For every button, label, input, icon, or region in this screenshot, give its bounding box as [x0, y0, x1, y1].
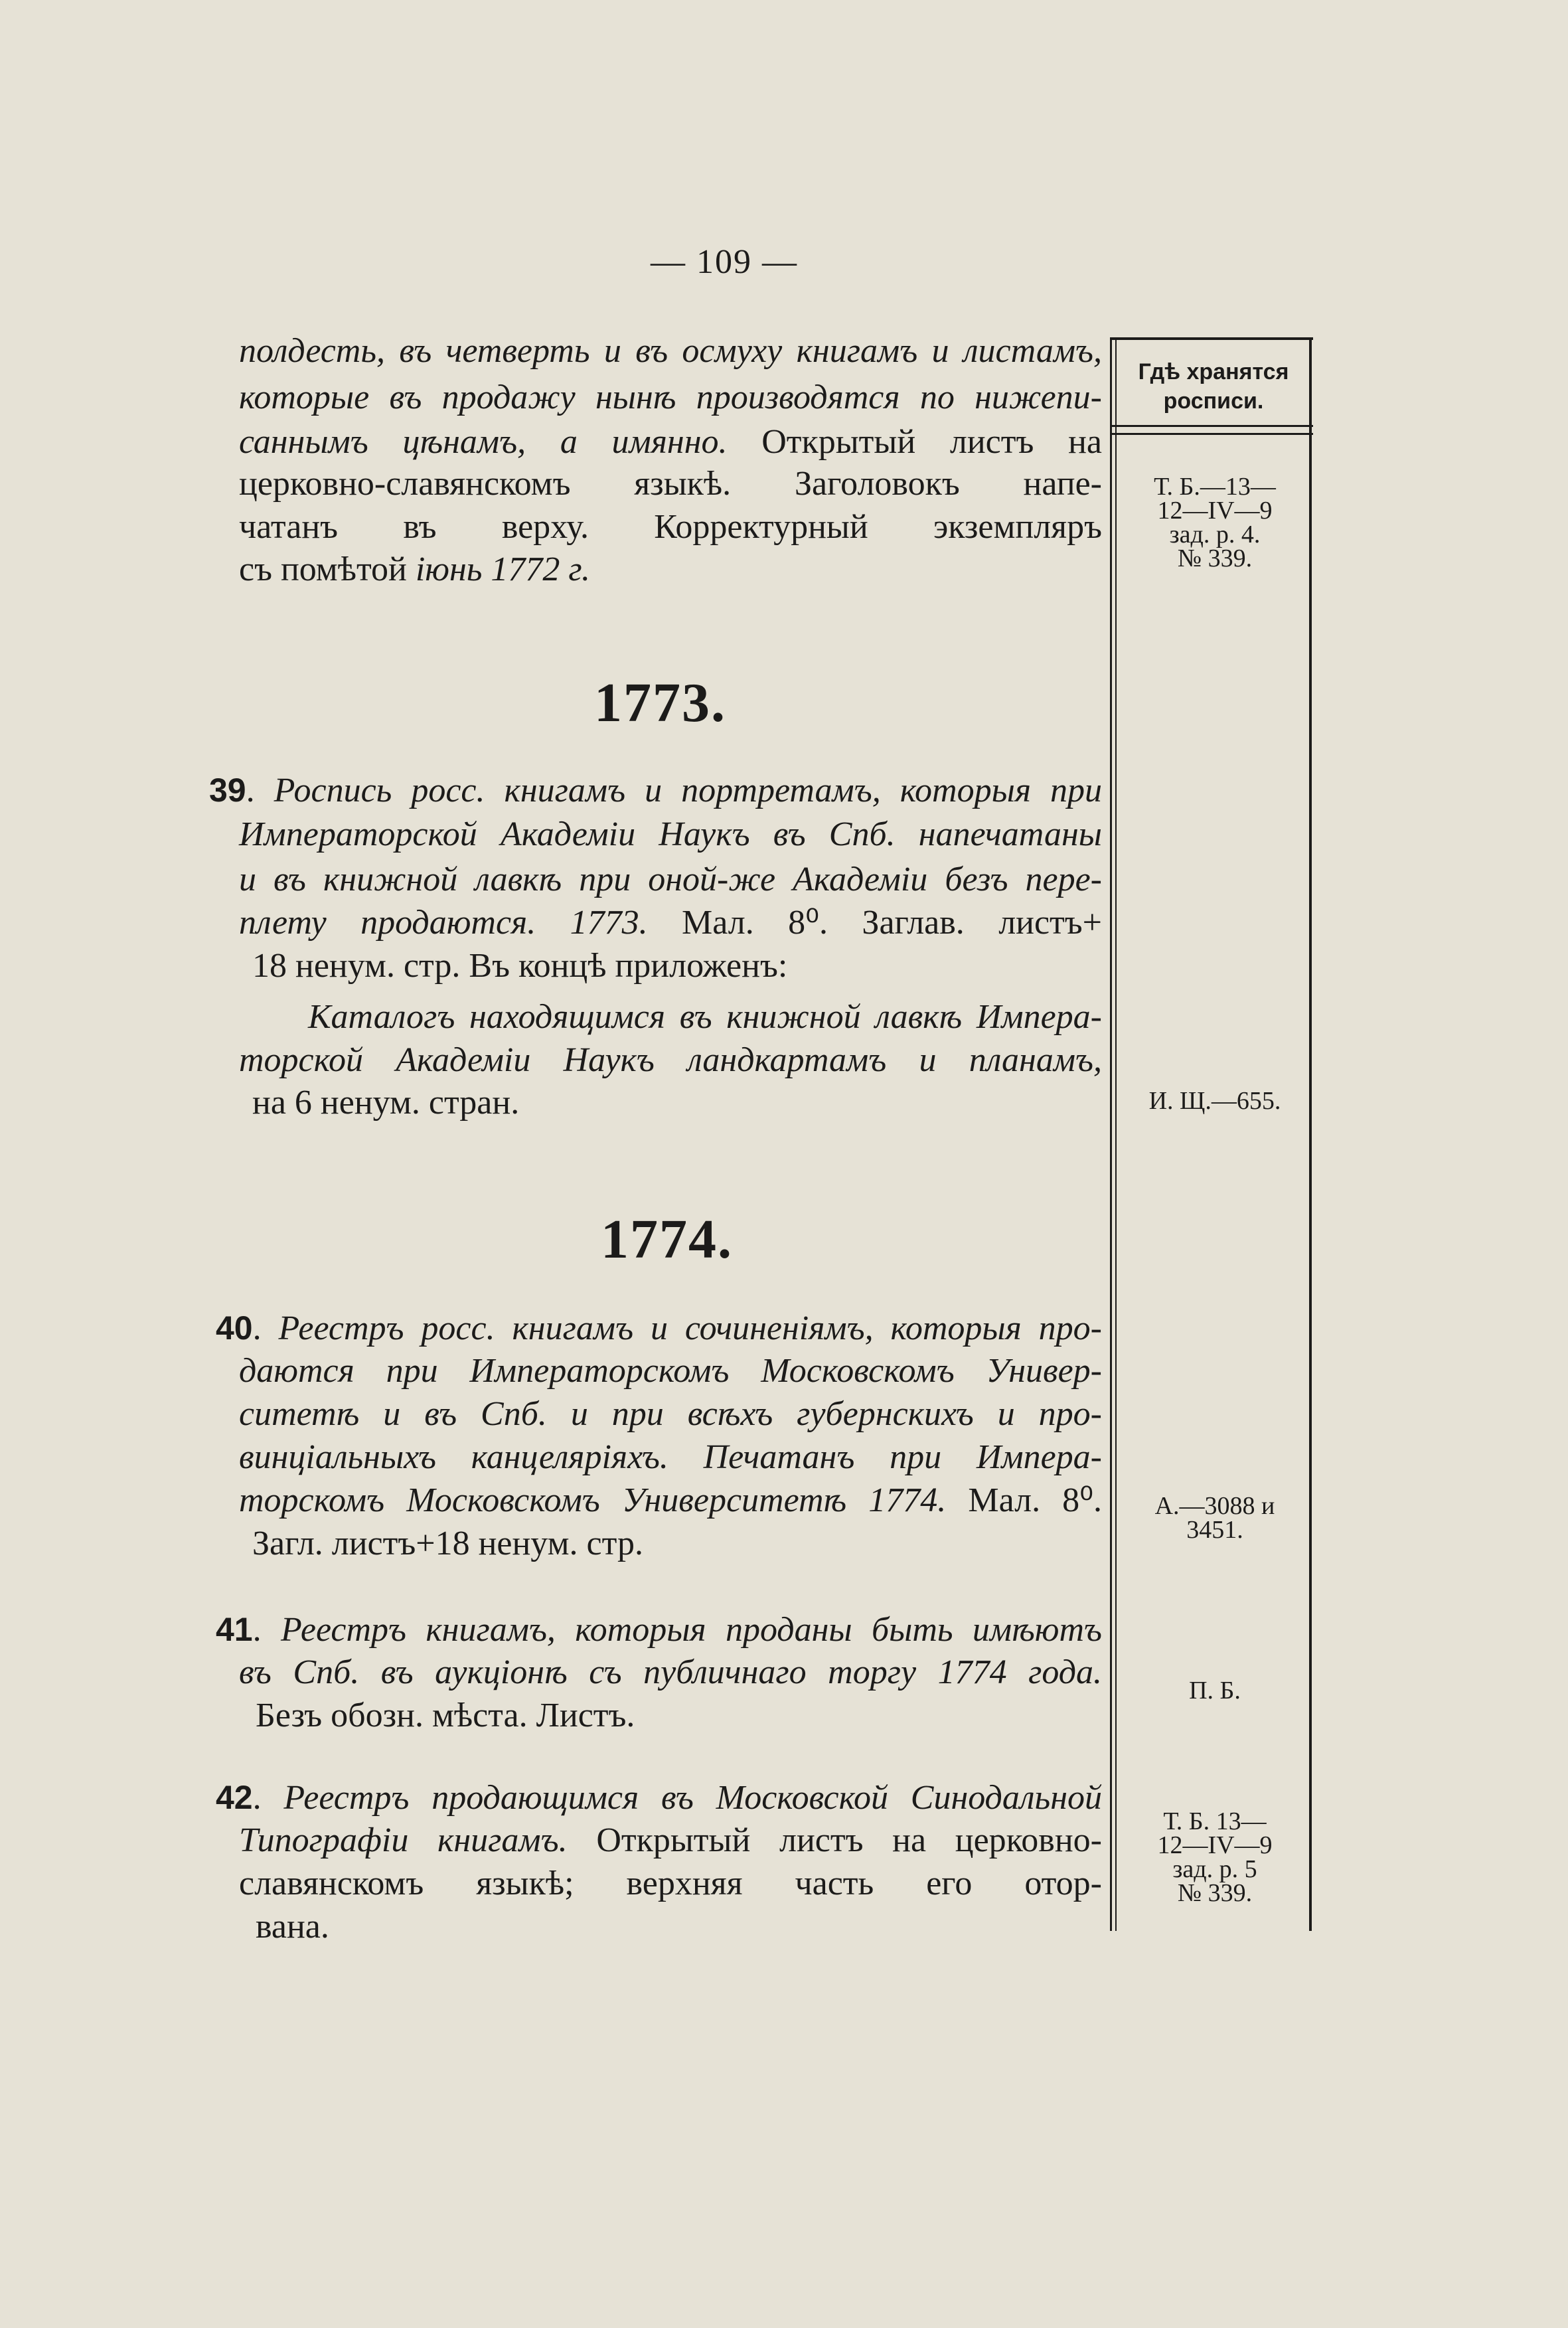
entry-number: 41 — [216, 1611, 253, 1648]
entry-40-line-1: 40. Реестръ росс. книгамъ и сочиненіямъ, которыя про- — [216, 1309, 1102, 1347]
column-header-rule-2 — [1110, 433, 1313, 435]
entry-40-line-3: ситетѣ и въ Спб. и при всѣхъ губернскихъ и про- — [239, 1395, 1102, 1433]
column-header-line-1: Гдѣ хранятся — [1138, 359, 1289, 384]
entry-39-line-2: Императорской Академіи Наукъ въ Спб. напечатаны — [239, 815, 1102, 853]
column-top-rule — [1110, 337, 1313, 340]
top-entry-line-6 — [239, 548, 590, 591]
top-entry-line-5: чатанъ въ верху. Корректурный экземпляръ — [239, 508, 1102, 546]
entry-40-line-4: винціальныхъ канцеляріяхъ. Печатанъ при Импера- — [239, 1438, 1102, 1476]
entry-40-line-5-italic: торскомъ Московскомъ Университетѣ 1774. — [239, 1481, 947, 1519]
entry-42-line-2 — [239, 1819, 1102, 1862]
entry-41-line-2: въ Спб. въ аукціонѣ съ публичнаго торгу 1774 года. — [239, 1653, 1102, 1691]
top-entry-location — [1115, 475, 1314, 570]
entry-42-line-3: славянскомъ языкѣ; верхняя часть его отор- — [239, 1865, 1102, 1902]
entry-39-title-1: Роспись росс. книгамъ и портретамъ, которыя при — [274, 772, 1102, 809]
location-line: № 339. — [1177, 544, 1253, 572]
entry-40-line-5 — [239, 1479, 1102, 1522]
entry-41-title-1: Реестръ книгамъ, которыя проданы быть имѣютъ — [281, 1611, 1102, 1649]
entry-40-title-1: Реестръ росс. книгамъ и сочиненіямъ, которыя про- — [278, 1309, 1102, 1347]
top-entry-line-3 — [239, 421, 1102, 463]
entry-39-line-5: 18 ненум. стр. Въ концѣ приложенъ: — [252, 947, 788, 985]
entry-42-line-1: 42. Реестръ продающимся въ Московской Синодальной — [216, 1779, 1102, 1817]
entry-42-line-4: вана. — [256, 1908, 329, 1946]
entry-40-line-6: Загл. листъ+18 ненум. стр. — [252, 1525, 643, 1562]
year-heading-1774: 1774. — [601, 1208, 733, 1270]
column-header-line-2: росписи. — [1163, 388, 1264, 414]
location-line: И. Щ.—655. — [1148, 1087, 1281, 1115]
location-line: 12—IV—9 — [1157, 1831, 1273, 1859]
page-number: — 109 — — [651, 243, 798, 281]
top-entry-line-3-regular: Открытый листъ на — [727, 423, 1102, 461]
location-line: П. Б. — [1189, 1677, 1241, 1704]
entry-39-appendix-2: торской Академіи Наукъ ландкартамъ и планамъ, — [239, 1041, 1102, 1079]
entry-39-appendix-1: Каталогъ находящимся въ книжной лавкѣ Импера- — [308, 998, 1102, 1036]
column-left-rule — [1110, 337, 1112, 1931]
column-header — [1121, 357, 1306, 416]
entry-number: 40 — [216, 1309, 253, 1347]
location-line: 3451. — [1186, 1516, 1243, 1544]
entry-39-appendix-3: на 6 ненум. стран. — [252, 1084, 520, 1122]
entry-42-location — [1115, 1809, 1314, 1905]
location-line: А.—3088 и — [1154, 1492, 1275, 1520]
entry-41-location — [1115, 1679, 1314, 1703]
entry-42-title-1: Реестръ продающимся въ Московской Синодальной — [283, 1779, 1102, 1817]
entry-40-line-5-regular: Мал. 8⁰. — [946, 1481, 1102, 1519]
location-line: 12—IV—9 — [1157, 497, 1273, 525]
location-line: Т. Б. 13— — [1163, 1807, 1267, 1835]
entry-40-line-2: даются при Императорскомъ Московскомъ Универ- — [239, 1352, 1102, 1390]
top-entry-line-3-italic: саннымъ цѣнамъ, а имянно. — [239, 423, 728, 461]
location-line: Т. Б.—13— — [1154, 473, 1276, 501]
entry-41-line-3: Безъ обозн. мѣста. Листъ. — [256, 1697, 635, 1734]
top-entry-line-2: которые въ продажу нынѣ производятся по нижепи- — [239, 378, 1102, 416]
entry-number: 42 — [216, 1779, 253, 1816]
entry-39-line-3: и въ книжной лавкѣ при оной-же Академіи безъ пере- — [239, 861, 1102, 898]
top-entry-line-6-regular: съ помѣтой — [239, 550, 416, 588]
column-header-rule-1 — [1110, 425, 1313, 427]
location-line: зад. р. 4. — [1169, 521, 1261, 548]
location-line: № 339. — [1177, 1879, 1253, 1907]
top-entry-line-6-italic: іюнь 1772 г. — [415, 550, 591, 588]
entry-39-line-4 — [239, 902, 1102, 944]
entry-42-line-2-italic: Типографіи книгамъ. — [239, 1821, 568, 1859]
top-entry-line-1: полдесть, въ четверть и въ осмуху книгамъ и листамъ, — [239, 332, 1102, 370]
entry-41-line-1: 41. Реестръ книгамъ, которыя проданы быть имѣютъ — [216, 1611, 1102, 1649]
entry-39-line-1: 39. Роспись росс. книгамъ и портретамъ, которыя при — [209, 772, 1102, 809]
entry-39-location — [1115, 1089, 1314, 1113]
location-line: зад. р. 5 — [1172, 1855, 1257, 1883]
entry-42-line-2-regular: Открытый листъ на церковно- — [567, 1821, 1103, 1859]
entry-39-line-4-italic: плету продаются. 1773. — [239, 904, 648, 942]
entry-number: 39 — [209, 772, 246, 809]
top-entry-line-4: церковно-славянскомъ языкѣ. Заголовокъ напе- — [239, 465, 1102, 503]
entry-39-line-4-regular: Мал. 8⁰. Заглав. листъ+ — [647, 904, 1102, 942]
entry-40-location — [1115, 1494, 1314, 1542]
year-heading-1773: 1773. — [594, 672, 726, 734]
